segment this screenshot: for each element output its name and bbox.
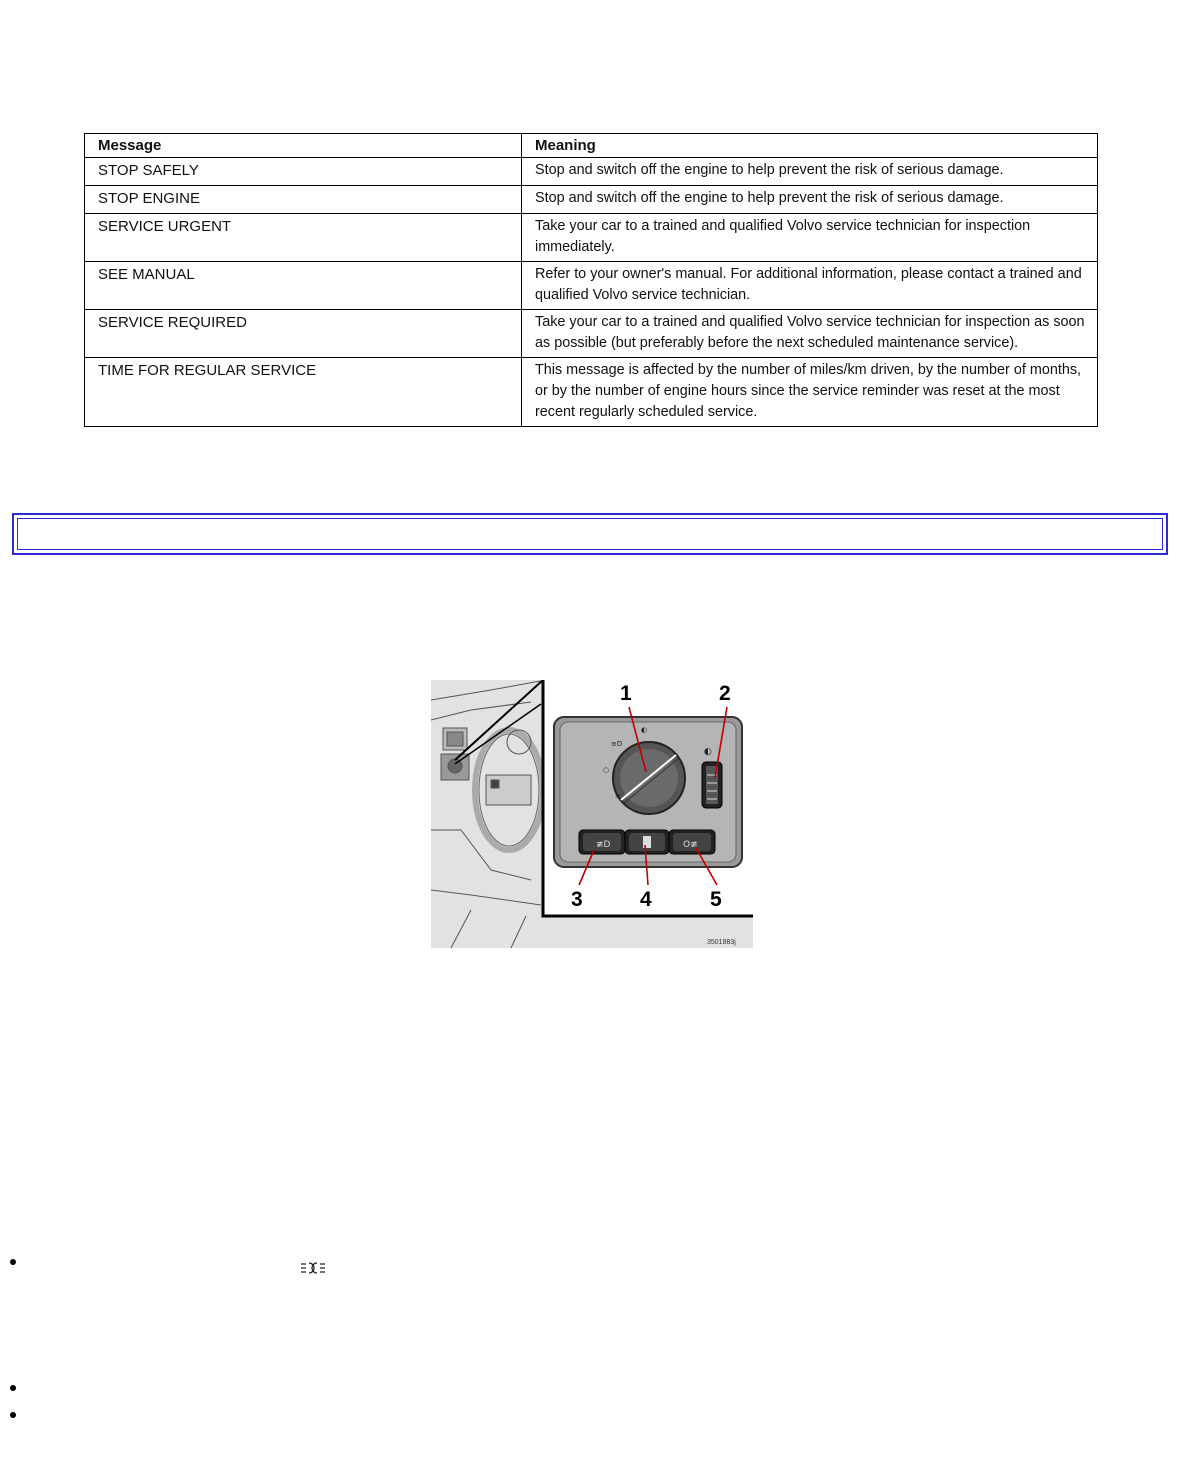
message-meaning-table <box>84 133 1098 427</box>
message-cell: STOP ENGINE <box>85 186 522 214</box>
callout-5-label: 5 <box>710 888 722 911</box>
callout-4-label: 4 <box>640 888 652 911</box>
headlight-switch-figure <box>431 680 753 948</box>
svg-text:◐: ◐ <box>704 747 712 757</box>
light-switch-illustration <box>431 680 753 948</box>
message-cell: SERVICE REQUIRED <box>85 310 522 358</box>
bullet-point <box>10 1412 16 1418</box>
column-header-message: Message <box>85 134 522 158</box>
meaning-cell: Refer to your owner's manual. For additional information, please contact a trained and qualified Volvo service technician. <box>522 262 1098 310</box>
figure-code: 3501883j <box>707 939 736 946</box>
table-row <box>85 158 1098 186</box>
table-row <box>85 186 1098 214</box>
meaning-cell: Take your car to a trained and qualified Volvo service technician for inspection as soon as possible (but preferably before the next scheduled maintenance service). <box>522 310 1098 358</box>
parking-light-icon <box>298 1259 328 1282</box>
meaning-cell: This message is affected by the number of miles/km driven, by the number of months, or by the number of engine hours since the service reminder was reset at the most recent regularly scheduled service. <box>522 358 1098 427</box>
column-header-meaning: Meaning <box>522 134 1098 158</box>
svg-text:◐: ◐ <box>641 726 648 734</box>
table-header-row <box>85 134 1098 158</box>
bullet-point <box>10 1385 16 1391</box>
svg-text:O≢: O≢ <box>683 840 698 850</box>
message-cell: SEE MANUAL <box>85 262 522 310</box>
section-heading-inner-border <box>17 518 1163 550</box>
meaning-cell: Stop and switch off the engine to help prevent the risk of serious damage. <box>522 158 1098 186</box>
section-heading-box <box>12 513 1168 555</box>
svg-text:≢D: ≢D <box>596 840 611 850</box>
table-row <box>85 358 1098 427</box>
table-row <box>85 310 1098 358</box>
bullet-point <box>10 1259 16 1265</box>
table-row <box>85 262 1098 310</box>
meaning-cell: Take your car to a trained and qualified Volvo service technician for inspection immediately. <box>522 214 1098 262</box>
message-cell: SERVICE URGENT <box>85 214 522 262</box>
table-row <box>85 214 1098 262</box>
callout-3-label: 3 <box>571 888 583 911</box>
callout-2-label: 2 <box>719 682 731 705</box>
svg-text:○: ○ <box>603 766 610 774</box>
svg-text:≡: ≡ <box>615 792 621 800</box>
message-cell: TIME FOR REGULAR SERVICE <box>85 358 522 427</box>
callout-1-label: 1 <box>620 682 632 705</box>
meaning-cell: Stop and switch off the engine to help prevent the risk of serious damage. <box>522 186 1098 214</box>
message-cell: STOP SAFELY <box>85 158 522 186</box>
svg-text:≡D: ≡D <box>611 740 623 748</box>
